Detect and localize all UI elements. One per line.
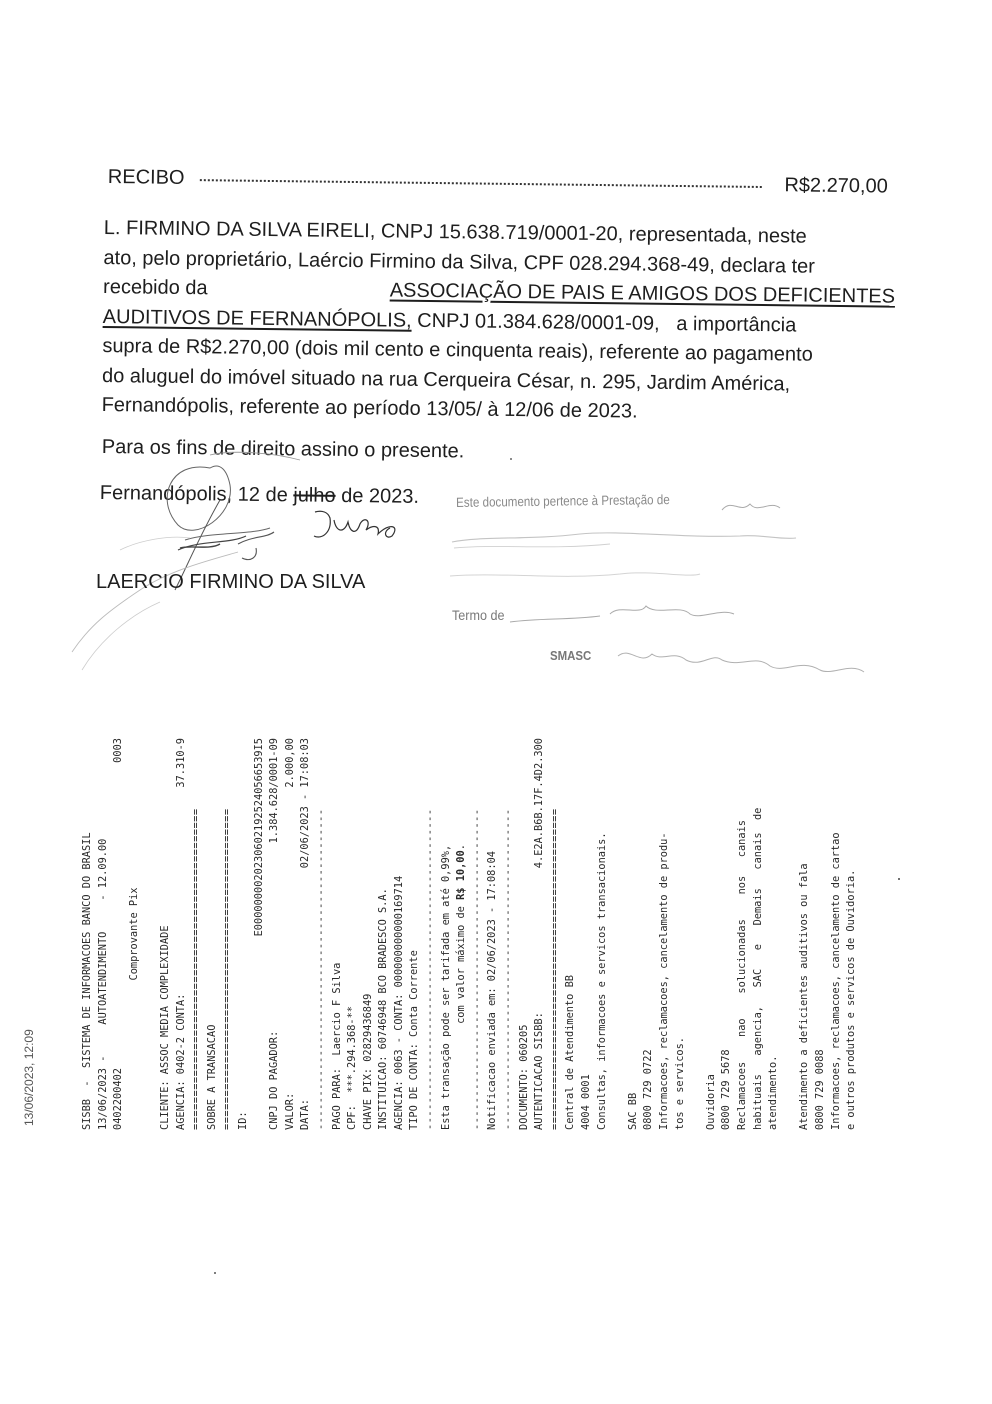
receipt-body [101, 214, 895, 430]
pix-deaf-phone: 0800 729 0088 [813, 1049, 826, 1130]
pix-terminal: 0402200402 [112, 1068, 125, 1130]
pix-document: DOCUMENTO: 060205 [517, 1024, 530, 1130]
body-line: supra de R$2.270,00 (dois mil cento e cinquenta reais), referente ao pagamento [102, 334, 813, 366]
pix-agency-row [174, 738, 190, 1130]
pix-auth-label: AUTENTICACAO SISBB: [533, 1012, 546, 1130]
body-line: L. FIRMINO DA SILVA EIRELI, CNPJ 15.638.719/0001-20, representada, neste [103, 216, 807, 248]
payer-cnpj: CNPJ 01.384.628/0001-09, a importância [411, 309, 797, 336]
pix-header-line: 13/06/2023 - AUTOATENDIMENTO - 12.09.00 [96, 838, 109, 1130]
pix-fee-notice: com valor máximo de R$ 10,00. [455, 844, 468, 1024]
pix-cnpj-row [267, 738, 283, 1130]
body-line: ato, pelo proprietário, Laércio Firmino da Silva, CPF 028.294.368-49, declara ter [103, 246, 816, 278]
pix-ouvidoria-title: Ouvidoria [704, 1074, 717, 1130]
receipt-header [108, 166, 888, 206]
scan-speck [214, 1272, 216, 1274]
signature-image [60, 440, 420, 680]
date-prefix: Fernandópolis, 12 de [99, 482, 294, 507]
pix-auth-value: 4.E2A.B6B.17F.4D2.300 [533, 738, 546, 869]
payer-name: AUDITIVOS DE FERNANÓPOLIS, [102, 305, 412, 332]
pix-valor-row [283, 738, 299, 1130]
pix-receipt [80, 738, 860, 1130]
body-line: Fernandópolis, referente ao período 13/05/ à 12/06 de 2023. [101, 393, 638, 423]
pix-notification: Notificacao enviada em: 02/06/2023 - 17:08:04 [486, 851, 499, 1130]
pix-ouvidoria-desc: Reclamacoes nao solucionadas nos canais [735, 820, 748, 1130]
pix-header-line: SISBB - SISTEMA DE INFORMACOES BANCO DO BRASIL [81, 832, 93, 1130]
date-suffix: de 2023. [335, 484, 420, 508]
pix-ouvidoria-phone: 0800 729 5678 [720, 1049, 733, 1130]
dotted-leader [200, 179, 762, 188]
pix-ouvidoria-desc: habituais agencia, SAC e Demais canais de [751, 807, 764, 1130]
pix-institution: INSTITUICAO: 60746948 BCO BRADESCO S.A. [377, 888, 390, 1130]
pix-auth-row [532, 738, 548, 1130]
pix-sequence: 0003 [112, 738, 125, 763]
pix-dash-separator: ------------------------------------------------ [424, 808, 437, 1130]
stamp-text: Termo de [452, 607, 505, 623]
pix-separator: ================================================ [190, 808, 203, 1130]
pix-deaf-title: Atendimento a deficientes auditivos ou fala [798, 863, 811, 1130]
pix-dash-separator: ------------------------------------------------ [502, 808, 515, 1130]
pix-dash-separator: ------------------------------------------------ [470, 808, 483, 1130]
pix-client: CLIENTE: ASSOC MEDIA COMPLEXIDADE [158, 925, 171, 1130]
pix-agency-value: 37.310-9 [174, 738, 187, 788]
pix-dash-separator: ------------------------------------------------ [314, 808, 327, 1130]
pix-id-value: E00000000202306021925240566539I5 [252, 738, 265, 937]
closing-statement: Para os fins de direito assino o presente. [101, 436, 465, 463]
pix-sac-desc: tos e servicos. [673, 1037, 686, 1130]
scan-speck [510, 458, 512, 460]
pix-central-title: Central de Atendimento BB [564, 975, 577, 1130]
pix-valor-value: 2.000,00 [283, 738, 296, 788]
receipt-title: RECIBO [107, 166, 185, 189]
pix-deaf-desc: e outros produtos e servicos de Ouvidoria. [845, 869, 858, 1130]
pix-id-label: ID: [236, 1111, 249, 1130]
pix-fee-notice: Esta transação pode ser tarifada em até 0,99%, [439, 844, 452, 1130]
pix-central-phone: 4004 0001 [580, 1074, 592, 1130]
pix-account-type: TIPO DE CONTA: Conta Corrente [408, 950, 421, 1130]
struck-month: julho [293, 484, 336, 507]
pix-paid-to: PAGO PARA: Laercio F Silva [330, 962, 343, 1130]
pix-date-label: DATA: [299, 1099, 312, 1130]
pix-ouvidoria-desc: atendimento. [767, 1055, 780, 1130]
pix-fee-max: R$ 10,00 [455, 850, 468, 900]
pix-section-title: SOBRE A TRANSACAO [205, 1024, 218, 1130]
pix-cpf: CPF: ***.294.368-** [346, 1006, 359, 1130]
pix-agency-account: AGENCIA: 0063 - CONTA: 000000000000169714 [392, 875, 405, 1130]
pix-sac-title: SAC BB [626, 1092, 639, 1130]
pix-cnpj-label: CNPJ DO PAGADOR: [268, 1030, 281, 1130]
pix-date-row [298, 738, 314, 1130]
pix-deaf-desc: Informacoes, reclamacoes, cancelamento de cartao [829, 832, 842, 1130]
pix-header-line [111, 738, 127, 1130]
body-line-prefix: recebido da [102, 275, 208, 300]
pix-separator: ================================================ [221, 808, 234, 1130]
pix-key: CHAVE PIX: 02829436849 [361, 993, 374, 1130]
pix-sac-desc: Informacoes, reclamacoes, cancelamento de produ- [657, 832, 670, 1130]
payer-name: ASSOCIAÇÃO DE PAIS E AMIGOS DOS DEFICIENTES [389, 279, 896, 308]
pix-id-row [252, 738, 268, 1130]
pix-separator: ================================================ [548, 808, 561, 1130]
pix-central-desc: Consultas, informacoes e servicos transacionais. [595, 832, 608, 1130]
pix-agency-label: AGENCIA: 0402-2 CONTA: [174, 993, 187, 1130]
signer-name: LAERCIO FIRMINO DA SILVA [96, 571, 366, 593]
pix-title: Comprovante Pix [127, 887, 140, 981]
stamp-handwriting [440, 490, 880, 690]
print-timestamp: 13/06/2023, 12:09 [22, 1029, 36, 1126]
pix-date-value: 02/06/2023 - 17:08:03 [299, 738, 312, 869]
receipt-amount: R$2.270,00 [784, 174, 888, 198]
stamp-text: Este documento pertence à Prestação de [456, 492, 670, 510]
body-line: do aluguel do imóvel situado na rua Cerqueira César, n. 295, Jardim América, [101, 364, 791, 395]
pix-cnpj-value: 1.384.628/0001-09 [268, 738, 281, 844]
stamp-text: SMASC [550, 648, 592, 663]
pix-valor-label: VALOR: [283, 1092, 296, 1130]
scan-speck [898, 878, 900, 880]
pix-sac-phone: 0800 729 0722 [642, 1049, 655, 1130]
